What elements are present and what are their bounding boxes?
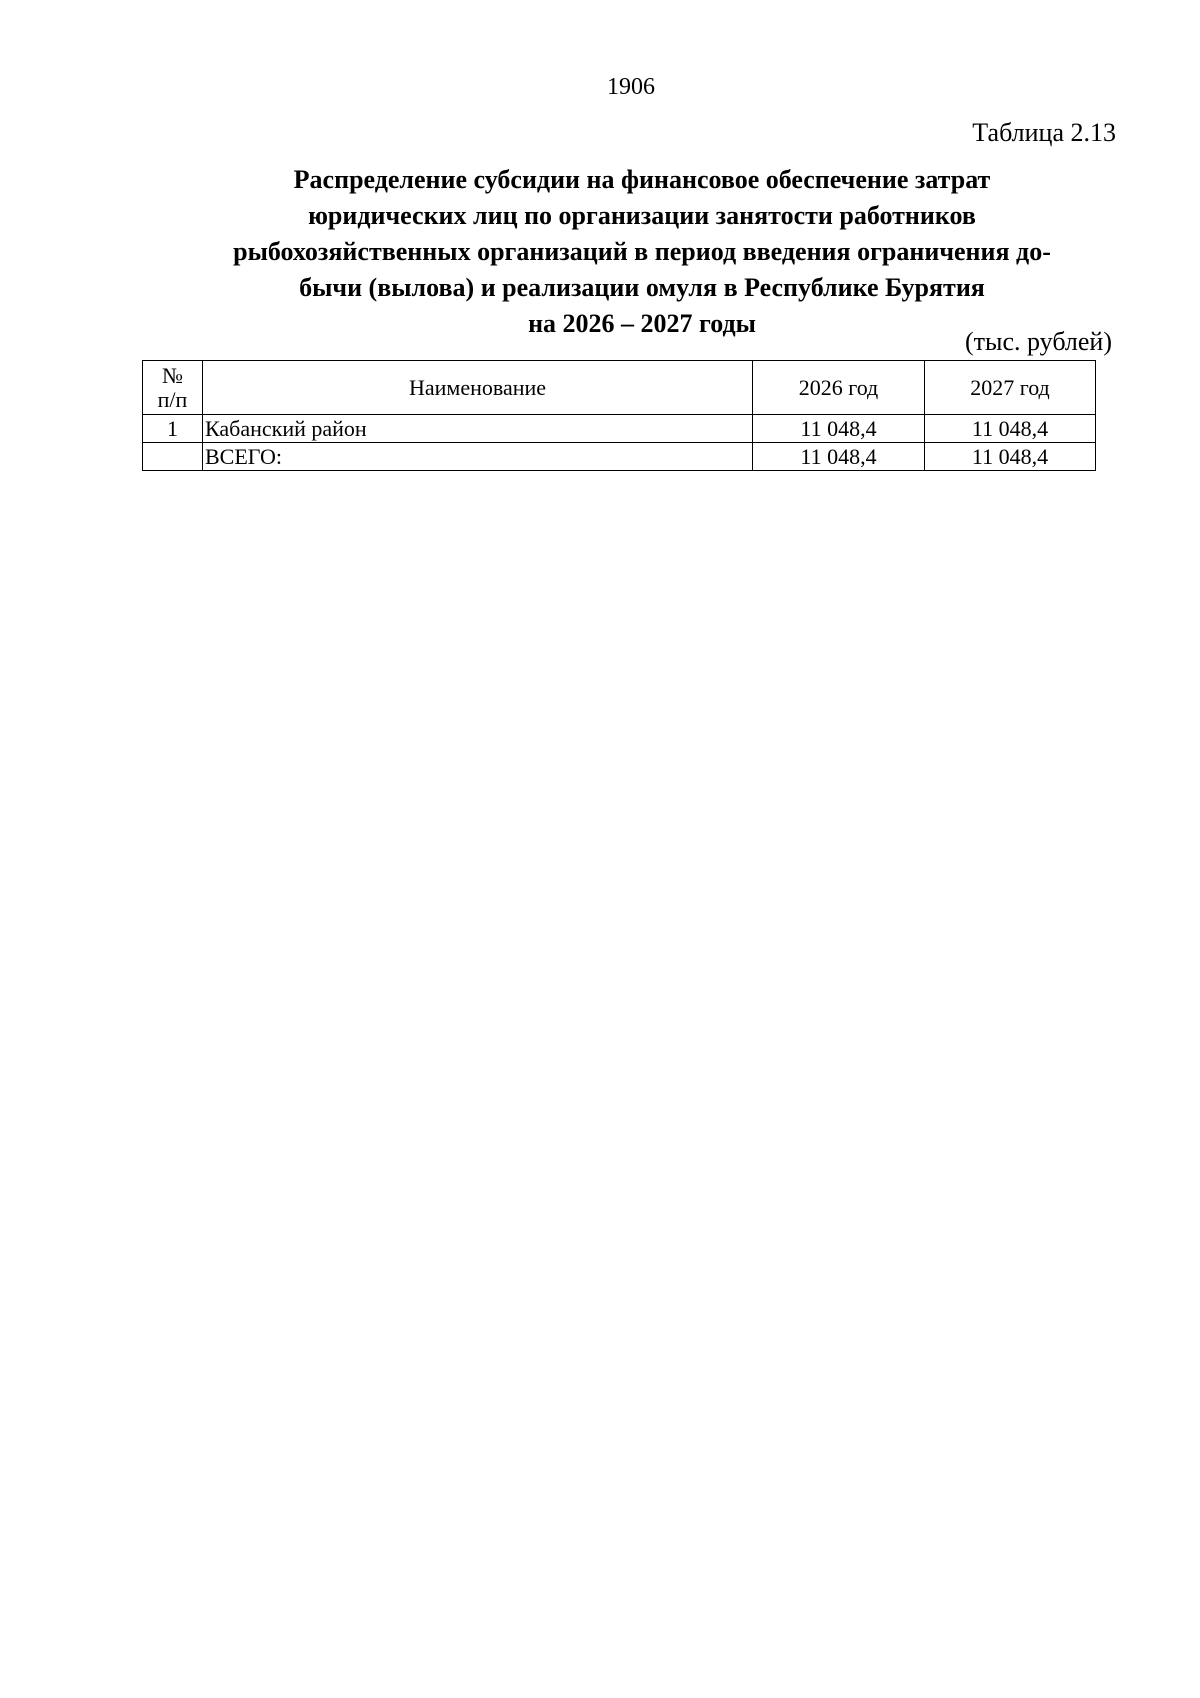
cell-number xyxy=(143,443,203,471)
cell-name: ВСЕГО: xyxy=(203,443,753,471)
title-line: бычи (вылова) и реализации омуля в Республике Бурятия xyxy=(299,273,985,302)
title-line: рыбохозяйственных организаций в период введения ограничения до- xyxy=(233,237,1051,266)
subsidy-table xyxy=(142,360,1096,471)
title-line: Распределение субсидии на финансовое обеспечение затрат xyxy=(293,165,991,194)
cell-2027: 11 048,4 xyxy=(925,443,1096,471)
table-header-row xyxy=(143,361,1096,415)
column-header-number xyxy=(143,361,203,415)
table-label: Таблица 2.13 xyxy=(972,118,1116,147)
cell-2026: 11 048,4 xyxy=(753,415,925,443)
cell-name: Кабанский район xyxy=(203,415,753,443)
column-header-2027: 2027 год xyxy=(925,361,1096,415)
header-num-symbol: № xyxy=(162,362,183,388)
table-row xyxy=(143,415,1096,443)
cell-2027: 11 048,4 xyxy=(925,415,1096,443)
title-line: на 2026 – 2027 годы xyxy=(528,309,756,338)
cell-number: 1 xyxy=(143,415,203,443)
table-row-total xyxy=(143,443,1096,471)
cell-2026: 11 048,4 xyxy=(753,443,925,471)
column-header-name: Наименование xyxy=(203,361,753,415)
document-title xyxy=(186,162,1098,342)
column-header-2026: 2026 год xyxy=(753,361,925,415)
units-note: (тыс. рублей) xyxy=(964,327,1112,356)
title-line: юридических лиц по организации занятости работников xyxy=(308,201,976,230)
header-num-abbrev: п/п xyxy=(157,386,188,412)
page-number: 1906 xyxy=(607,74,655,100)
